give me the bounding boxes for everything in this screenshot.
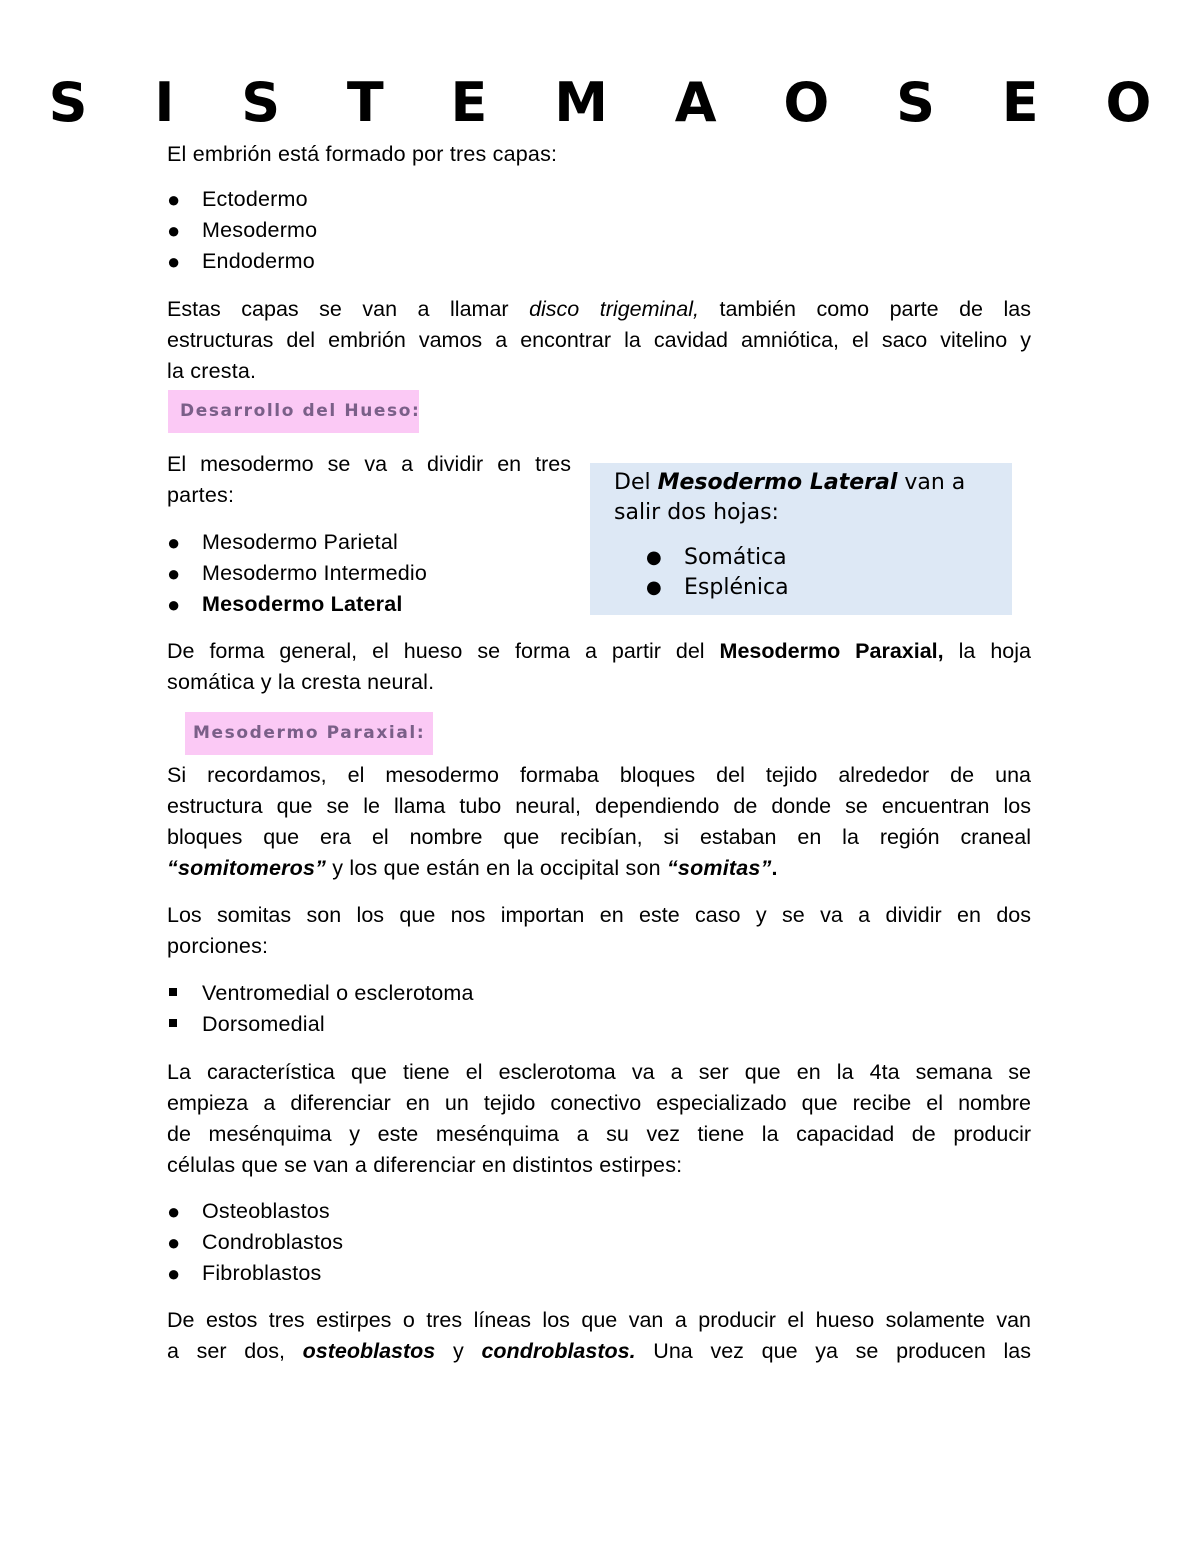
- list-item: Mesodermo Lateral: [202, 592, 403, 616]
- bullet-icon: ●: [167, 561, 181, 586]
- paragraph-line: bloques que era el nombre que recibían, si estaban en la región craneal: [167, 825, 1031, 849]
- square-bullet-icon: [169, 988, 177, 996]
- paragraph-line: empieza a diferenciar en un tejido conectivo especializado que recibe el nombre: [167, 1091, 1031, 1115]
- callout-line: salir dos hojas:: [614, 500, 779, 525]
- list-item: Condroblastos: [202, 1230, 344, 1254]
- paragraph-line: la cresta.: [167, 359, 257, 383]
- list-item: Ventromedial o esclerotoma: [202, 981, 474, 1005]
- list-item: Mesodermo Parietal: [202, 530, 398, 554]
- paragraph-line: Si recordamos, el mesodermo formaba bloques del tejido alrededor de una: [167, 763, 1031, 787]
- section-heading-label: Desarrollo del Hueso:: [180, 401, 421, 421]
- section-heading: [168, 390, 419, 433]
- list-item: Osteoblastos: [202, 1199, 330, 1223]
- list-item: Fibroblastos: [202, 1261, 322, 1285]
- paragraph-line: a ser dos, osteoblastos y condroblastos. Una vez que ya se producen las: [167, 1339, 1031, 1363]
- paragraph-line: estructuras del embrión vamos a encontrar la cavidad amniótica, el saco vitelino y: [167, 328, 1031, 352]
- callout-line: Del Mesodermo Lateral van a: [614, 470, 966, 495]
- bullet-icon: ●: [167, 187, 181, 212]
- page-title: S I S T E M A O S E O: [48, 71, 1176, 134]
- paragraph-line: Los somitas son los que nos importan en este caso y se va a dividir en dos: [167, 903, 1031, 927]
- paragraph-line: partes:: [167, 483, 235, 507]
- list-item: Mesodermo Intermedio: [202, 561, 428, 585]
- list-item: Dorsomedial: [202, 1012, 325, 1036]
- paragraph-line: somática y la cresta neural.: [167, 670, 435, 694]
- bullet-icon: ●: [167, 249, 181, 274]
- paragraph-line: La característica que tiene el esclerotoma va a ser que en la 4ta semana se: [167, 1060, 1031, 1084]
- paragraph-line: porciones:: [167, 934, 269, 958]
- intro-text: El embrión está formado por tres capas:: [167, 142, 558, 166]
- list-item: Ectodermo: [202, 187, 308, 211]
- callout-item: Somática: [684, 545, 787, 570]
- callout-box: [590, 463, 1012, 615]
- section-heading: [185, 712, 433, 755]
- bullet-icon: ●: [167, 218, 181, 243]
- square-bullet-icon: [169, 1019, 177, 1027]
- paragraph-line: estructura que se le llama tubo neural, dependiendo de donde se encuentran los: [167, 794, 1031, 818]
- bullet-icon: ●: [646, 547, 662, 568]
- paragraph-line: “somitomeros” y los que están en la occipital son “somitas”.: [167, 856, 778, 880]
- bullet-icon: ●: [646, 577, 662, 598]
- bullet-icon: ●: [167, 1230, 181, 1255]
- paragraph-line: El mesodermo se va a dividir en tres: [167, 452, 571, 476]
- bullet-icon: ●: [167, 1199, 181, 1224]
- paragraph-line: células que se van a diferenciar en distintos estirpes:: [167, 1153, 683, 1177]
- list-item: Mesodermo: [202, 218, 318, 242]
- paragraph-line: De forma general, el hueso se forma a partir del Mesodermo Paraxial, la hoja: [167, 639, 1031, 663]
- paragraph-line: de mesénquima y este mesénquima a su vez tiene la capacidad de producir: [167, 1122, 1031, 1146]
- section-heading-label: Mesodermo Paraxial:: [193, 723, 426, 743]
- bullet-icon: ●: [167, 1261, 181, 1286]
- callout-item: Esplénica: [684, 575, 789, 600]
- bullet-icon: ●: [167, 530, 181, 555]
- paragraph-line: Estas capas se van a llamar disco trigeminal, también como parte de las: [167, 297, 1031, 321]
- list-item: Endodermo: [202, 249, 315, 273]
- bullet-icon: ●: [167, 592, 181, 617]
- paragraph-line: De estos tres estirpes o tres líneas los que van a producir el hueso solamente van: [167, 1308, 1031, 1332]
